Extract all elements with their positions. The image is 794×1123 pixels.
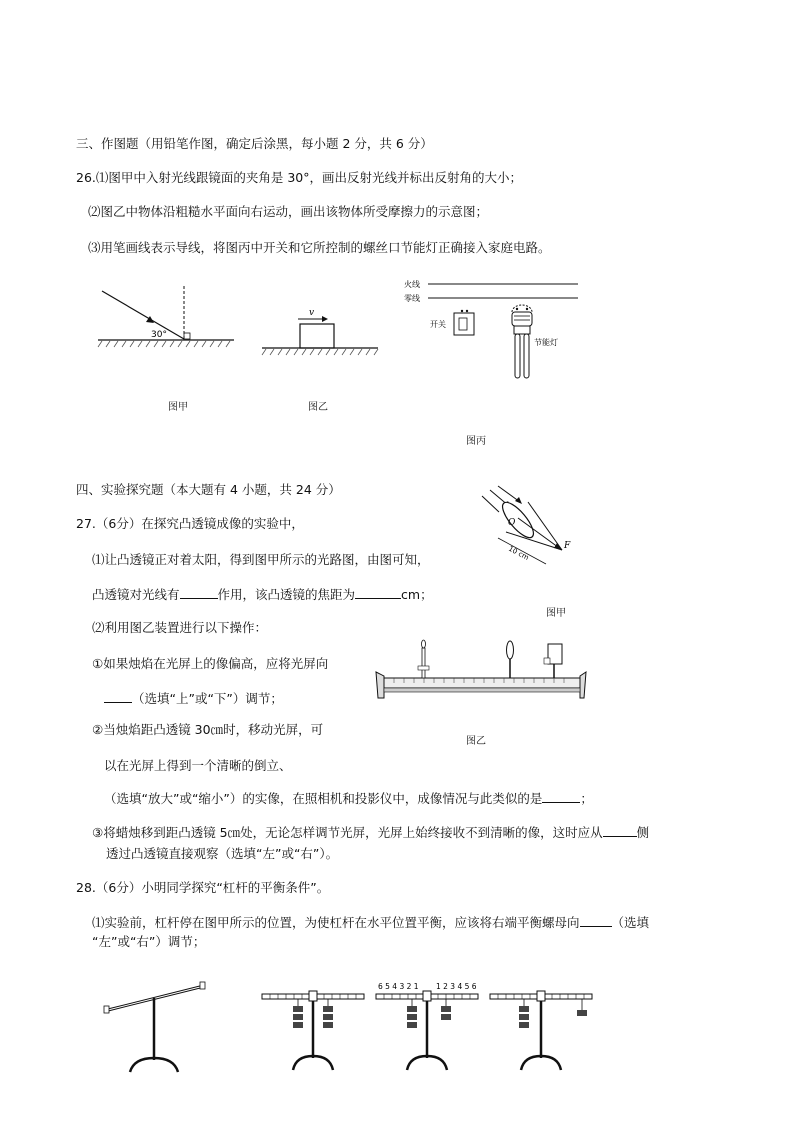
q27-p1b-pre: 凸透镜对光线有 <box>92 587 180 602</box>
optical-bench-figure <box>372 636 588 706</box>
question-27-step3b: 透过凸透镜直接观察（选填“左”或“右”）。 <box>106 846 339 861</box>
answer-blank-nut-direction[interactable] <box>580 914 612 927</box>
angle-label: 30° <box>151 330 167 340</box>
neutral-wire-label: 零线 <box>404 294 420 303</box>
incident-ray <box>102 291 184 339</box>
fig26-caption-jia: 图甲 <box>168 402 188 413</box>
q27-s3a-pre: ③将蜡烛移到距凸透镜 5㎝处，无论怎样调节光屏，光屏上始终接收不到清晰的像，这时应从 <box>92 825 603 840</box>
lever-balanced-figure-3 <box>486 986 596 1072</box>
answer-blank-similar-device[interactable] <box>542 790 580 803</box>
energy-saving-lamp <box>512 305 532 378</box>
lever-scale-left: 6 5 4 3 2 1 <box>378 982 419 991</box>
q28-p1a-pre: ⑴实验前，杠杆停在图甲所示的位置，为使杠杆在水平位置平衡，应该将右端平衡螺母向 <box>92 915 580 930</box>
answer-blank-observe-side[interactable] <box>603 824 637 837</box>
q27-s2c-end: ； <box>580 791 593 806</box>
answer-blank-lens-effect[interactable] <box>180 586 218 599</box>
question-27-step2c <box>104 790 593 807</box>
block-on-surface-figure <box>260 304 380 356</box>
question-28-stem: 28.（6分）小明同学探究“杠杆的平衡条件”。 <box>76 880 330 895</box>
question-27-part1a: ⑴让凸透镜正对着太阳，得到图甲所示的光路图，由图可知， <box>92 552 430 567</box>
focal-distance-label: 10 cm <box>507 544 531 563</box>
question-26-part1: 26.⑴图甲中入射光线跟镜面的夹角是 30°，画出反射光线并标出反射角的大小； <box>76 170 523 185</box>
question-28-part1a <box>92 914 649 931</box>
fig27-caption-yi: 图乙 <box>466 736 486 747</box>
moving-block <box>300 324 334 348</box>
section3-heading: 三、作图题（用铅笔作图，确定后涂黑，每小题 2 分，共 6 分） <box>76 136 433 151</box>
question-27-part2: ⑵利用图乙装置进行以下操作： <box>92 620 268 635</box>
question-27-part1b <box>92 586 433 603</box>
q28-p1a-end: （选填 <box>611 915 650 930</box>
question-27-step2a: ②当烛焰距凸透镜 30㎝时，移动光屏，可 <box>92 722 324 737</box>
candle <box>418 640 429 678</box>
household-circuit-figure <box>404 276 584 386</box>
focal-length-figure <box>484 488 584 566</box>
q27-p1b-mid: 作用，该凸透镜的焦距为 <box>217 587 356 602</box>
answer-blank-screen-direction[interactable] <box>104 690 132 703</box>
q27-s3a-end: 侧 <box>636 825 650 840</box>
q27-s1b-text: （选填“上”或“下”）调节； <box>132 691 283 706</box>
lens-center-label: O <box>508 518 516 528</box>
q27-p1b-unit: cm； <box>401 587 433 602</box>
right-angle-mark <box>184 333 190 339</box>
velocity-arrow-icon <box>322 316 328 322</box>
question-26-part3: ⑶用笔画线表示导线，将图丙中开关和它所控制的螺丝口节能灯正确接入家庭电路。 <box>88 240 551 255</box>
lever-balanced-figure-1 <box>258 986 368 1072</box>
question-27-stem: 27.（6分）在探究凸透镜成像的实验中， <box>76 516 304 531</box>
lens-on-holder <box>507 641 514 678</box>
answer-blank-focal-length[interactable] <box>355 586 401 599</box>
focal-point-label: F <box>564 541 571 551</box>
optical-rail <box>384 678 580 688</box>
question-26-part2: ⑵图乙中物体沿粗糙水平面向右运动，画出该物体所受摩擦力的示意图； <box>88 204 489 219</box>
velocity-label: v <box>309 308 315 318</box>
lever-stand-base <box>130 1058 178 1072</box>
mirror-incident-ray-figure <box>96 284 236 348</box>
light-screen <box>544 644 562 678</box>
question-27-step1a: ①如果烛焰在光屏上的像偏高，应将光屏向 <box>92 656 329 671</box>
fig26-caption-bing: 图丙 <box>466 436 486 447</box>
lamp-label: 节能灯 <box>534 338 558 347</box>
lever-scale-right: 1 2 3 4 5 6 <box>436 982 477 991</box>
question-27-step3a <box>92 824 649 841</box>
section4-heading: 四、实验探究题（本大题有 4 小题，共 24 分） <box>76 482 341 497</box>
fig26-caption-yi: 图乙 <box>308 402 328 413</box>
question-27-step1b <box>104 690 283 707</box>
fig27-caption-jia: 图甲 <box>546 608 566 619</box>
switch-label: 开关 <box>430 320 446 329</box>
q27-s2c-pre: （选填“放大”或“缩小”）的实像，在照相机和投影仪中，成像情况与此类似的是 <box>104 791 543 806</box>
live-wire-label: 火线 <box>404 280 420 289</box>
lever-tilted-figure <box>104 976 208 1074</box>
question-28-part1b: “左”或“右”）调节； <box>92 934 206 949</box>
lever-balanced-figure-2 <box>372 982 482 1072</box>
question-27-step2b: 以在光屏上得到一个清晰的倒立、 <box>104 758 292 773</box>
